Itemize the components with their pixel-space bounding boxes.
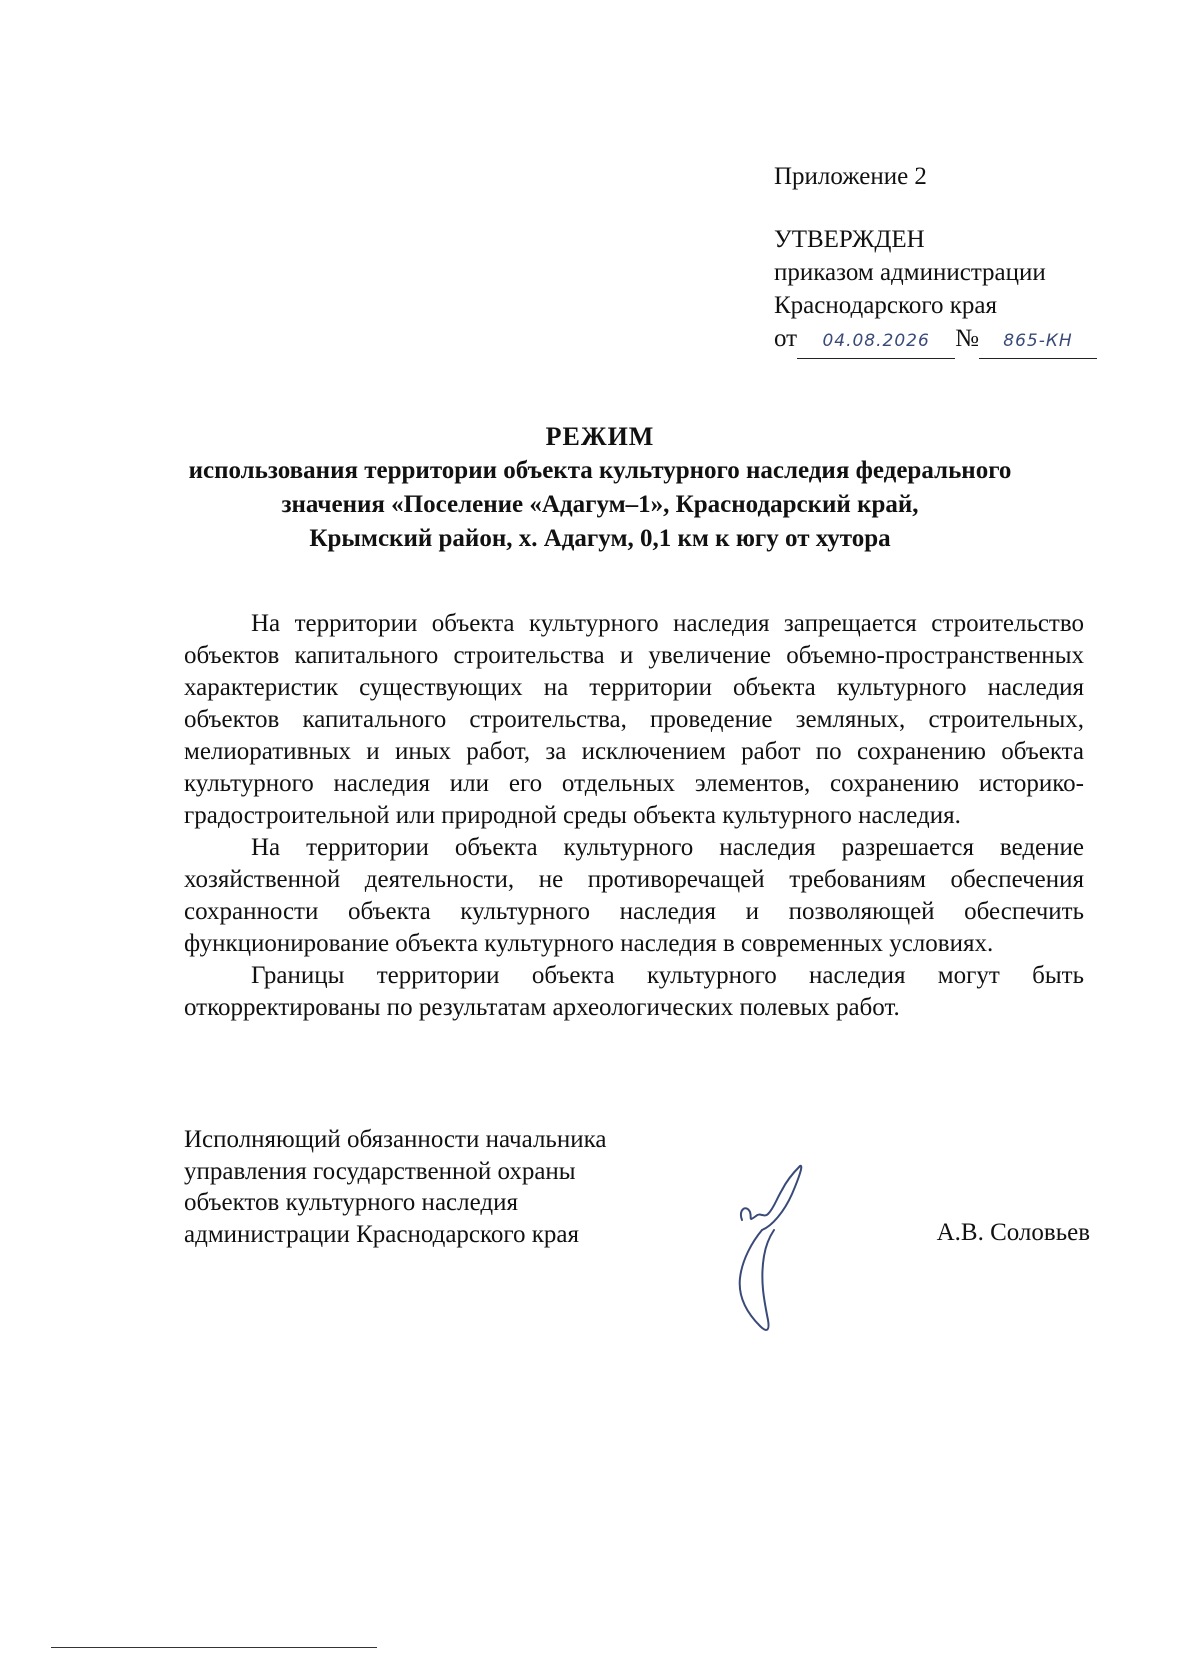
body-paragraph-2: На территории объекта культурного наследия разрешается ведение хозяйственной деятельности, не противоречащей требованиям обеспечения сохранности объекта культурного наследия и позволяющей обеспечить функционирование объекта культурного наследия в современных условиях. — [184, 834, 1084, 957]
approval-date-number — [774, 322, 1134, 359]
document-body — [184, 608, 1084, 1024]
body-paragraph-3: Границы территории объекта культурного наследия могут быть откорректированы по результатам археологических полевых работ. — [184, 962, 1084, 1021]
document-title — [150, 420, 1050, 556]
handwritten-number: 865-КН — [979, 325, 1097, 359]
signatory-line-2: управления государственной охраны — [184, 1157, 576, 1185]
handwritten-date: 04.08.2026 — [797, 325, 955, 359]
title-line-2: значения «Поселение «Адагум–1», Краснодарский край, — [281, 491, 919, 518]
signatory-name: А.В. Соловьев — [936, 1219, 1090, 1246]
footer-rule — [51, 1647, 377, 1648]
approval-line-2: Краснодарского края — [774, 292, 997, 319]
approved-label: УТВЕРЖДЕН — [774, 226, 925, 253]
title-line-1: использования территории объекта культурного наследия федерального — [188, 457, 1012, 484]
title-line-3: Крымский район, х. Адагум, 0,1 км к югу от хутора — [309, 525, 891, 552]
handwritten-signature — [712, 1160, 832, 1340]
title-heading: РЕЖИМ — [545, 422, 655, 451]
from-label: от — [774, 325, 798, 352]
approval-block — [774, 160, 1134, 359]
signatory-line-4: администрации Краснодарского края — [184, 1220, 580, 1248]
appendix-label: Приложение 2 — [774, 163, 927, 190]
signatory-line-3: объектов культурного наследия — [184, 1189, 518, 1216]
body-paragraph-1: На территории объекта культурного наследия запрещается строительство объектов капитального строительства и увеличение объемно-пространственных характеристик существующих на территории объекта культурного наследия объектов капитального строительства, проведение земляных, строительных, мелиоративных и иных работ, за исключением работ по сохранению объекта культурного наследия или его отдельных элементов, сохранению историко-градостроительной или природной среды объекта культурного наследия. — [184, 610, 1084, 829]
signatory-line-1: Исполняющий обязанности начальника — [184, 1126, 607, 1153]
signatory-position — [184, 1124, 704, 1250]
number-label: № — [955, 325, 979, 352]
approval-line-1: приказом администрации — [774, 259, 1046, 286]
